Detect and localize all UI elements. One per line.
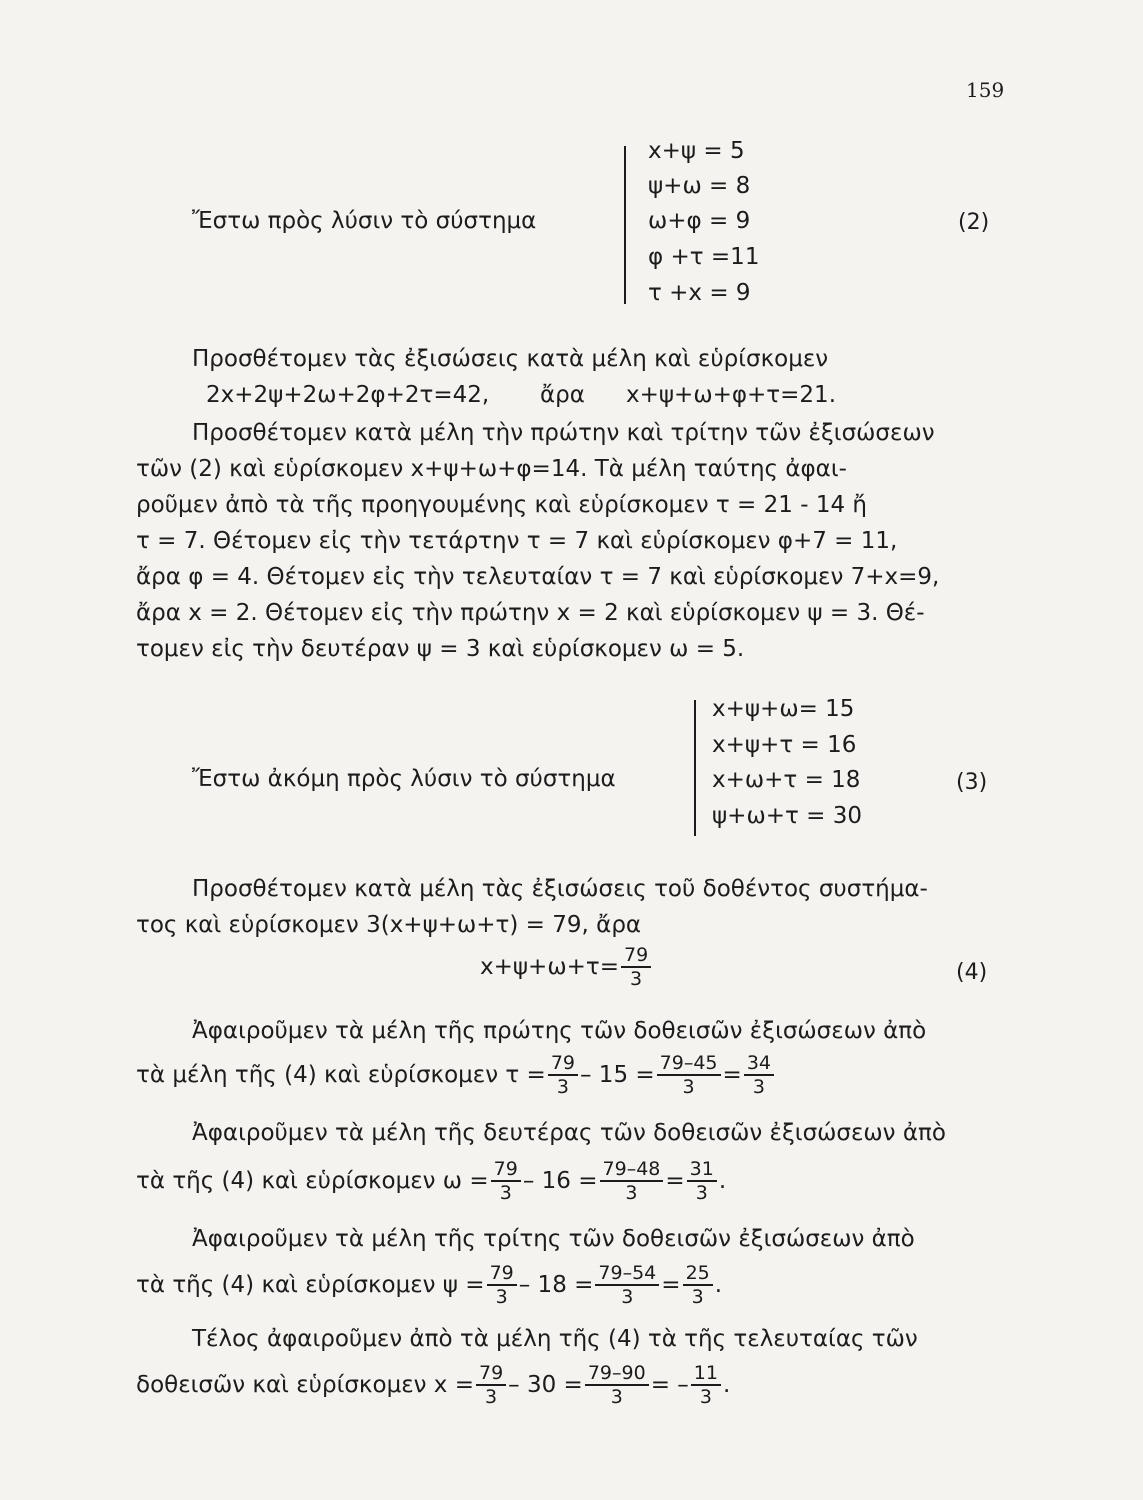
para2-line7: τομεν εἰς τὴν δευτέραν ψ = 3 καὶ εὑρίσκομεν ω = 5. bbox=[136, 636, 745, 662]
para2-line1: Προσθέτομεν κατὰ μέλη τὴν πρώτην καὶ τρίτην τῶν ἐξισώσεων bbox=[192, 420, 935, 446]
page-number: 159 bbox=[966, 78, 1005, 102]
system2-eq-1: x+ψ+ω= 15 bbox=[712, 696, 855, 722]
para3-line1: Προσθέτομεν κατὰ μέλη τὰς ἐξισώσεις τοῦ δοθέντος συστήμα- bbox=[192, 876, 928, 902]
fraction-numerator: 79 bbox=[476, 1362, 506, 1386]
step-omega-line1: Ἀφαιροῦμεν τὰ μέλη τῆς δευτέρας τῶν δοθεισῶν ἐξισώσεων ἀπὸ bbox=[192, 1120, 946, 1146]
step-x-line2 bbox=[136, 1362, 730, 1408]
step-x-mid: – 30 = bbox=[508, 1372, 583, 1398]
fraction-numerator: 79–48 bbox=[600, 1158, 664, 1182]
equation-4 bbox=[480, 944, 653, 990]
step-x-frac2 bbox=[585, 1362, 649, 1408]
fraction-numerator: 79–45 bbox=[657, 1052, 721, 1076]
step-psi-eq: = bbox=[661, 1272, 681, 1298]
fraction-numerator: 34 bbox=[744, 1052, 774, 1076]
para2-line4: τ = 7. Θέτομεν εἰς τὴν τετάρτην τ = 7 καὶ εὑρίσκομεν φ+7 = 11, bbox=[136, 528, 898, 554]
fraction-numerator: 25 bbox=[683, 1262, 713, 1286]
step-omega-frac1 bbox=[491, 1158, 521, 1204]
system2-brace bbox=[694, 700, 696, 836]
step-omega-frac3 bbox=[687, 1158, 717, 1204]
fraction-denominator: 3 bbox=[691, 1286, 704, 1308]
step-tau-line1: Ἀφαιροῦμεν τὰ μέλη τῆς πρώτης τῶν δοθεισῶν ἐξισώσεων ἀπὸ bbox=[192, 1018, 927, 1044]
step-x-end: . bbox=[722, 1372, 731, 1398]
equation-4-label: (4) bbox=[956, 960, 988, 985]
system1-brace bbox=[624, 146, 626, 304]
step-tau-frac2 bbox=[657, 1052, 721, 1098]
text1-ara: ἄρα bbox=[540, 382, 585, 408]
step-omega-end: . bbox=[718, 1168, 727, 1194]
system1-intro: Ἔστω πρὸς λύσιν τὸ σύστημα bbox=[192, 208, 537, 234]
fraction-numerator: 79–90 bbox=[585, 1362, 649, 1386]
step-omega-frac2 bbox=[600, 1158, 664, 1204]
system2-label: (3) bbox=[956, 770, 988, 795]
fraction-denominator: 3 bbox=[682, 1076, 695, 1098]
step-tau-mid: – 15 = bbox=[580, 1062, 655, 1088]
step-x-text: δοθεισῶν καὶ εὑρίσκομεν x = bbox=[136, 1372, 474, 1398]
step-psi-end: . bbox=[714, 1272, 723, 1298]
fraction-numerator: 79 bbox=[487, 1262, 517, 1286]
fraction-denominator: 3 bbox=[695, 1182, 708, 1204]
para3-line2: τος καὶ εὑρίσκομεν 3(x+ψ+ω+τ) = 79, ἄρα bbox=[136, 912, 642, 938]
fraction-denominator: 3 bbox=[495, 1286, 508, 1308]
step-psi-mid: – 18 = bbox=[518, 1272, 594, 1298]
fraction-numerator: 11 bbox=[691, 1362, 721, 1386]
text1-total: x+ψ+ω+φ+τ=21. bbox=[626, 382, 836, 408]
equation-4-fraction bbox=[621, 944, 651, 990]
system2-eq-4: ψ+ω+τ = 30 bbox=[712, 803, 862, 829]
fraction-denominator: 3 bbox=[630, 968, 643, 990]
step-x-frac3 bbox=[691, 1362, 721, 1408]
fraction-denominator: 3 bbox=[621, 1286, 634, 1308]
step-psi-frac1 bbox=[487, 1262, 517, 1308]
para2-line2: τῶν (2) καὶ εὑρίσκομεν x+ψ+ω+φ=14. Τὰ μέλη ταύτης ἀφαι- bbox=[136, 456, 847, 482]
fraction-denominator: 3 bbox=[499, 1182, 512, 1204]
equation-4-lhs: x+ψ+ω+τ= bbox=[480, 954, 619, 980]
step-tau-frac3 bbox=[744, 1052, 774, 1098]
step-omega-eq: = bbox=[665, 1168, 685, 1194]
fraction-denominator: 3 bbox=[485, 1386, 498, 1408]
step-x-eq: = – bbox=[650, 1372, 689, 1398]
para2-line5: ἄρα φ = 4. Θέτομεν εἰς τὴν τελευταίαν τ = 7 καὶ εὑρίσκομεν 7+x=9, bbox=[136, 564, 940, 590]
text1-line1: Προσθέτομεν τὰς ἐξισώσεις κατὰ μέλη καὶ εὑρίσκομεν bbox=[192, 346, 829, 372]
fraction-denominator: 3 bbox=[610, 1386, 623, 1408]
para2-line6: ἄρα x = 2. Θέτομεν εἰς τὴν πρώτην x = 2 καὶ εὑρίσκομεν ψ = 3. Θέ- bbox=[136, 600, 925, 626]
step-omega-line2 bbox=[136, 1158, 726, 1204]
fraction-numerator: 79–54 bbox=[595, 1262, 659, 1286]
step-psi-line1: Ἀφαιροῦμεν τὰ μέλη τῆς τρίτης τῶν δοθεισῶν ἐξισώσεων ἀπὸ bbox=[192, 1226, 915, 1252]
step-tau-line2 bbox=[136, 1052, 776, 1098]
step-psi-text: τὰ τῆς (4) καὶ εὑρίσκομεν ψ = bbox=[136, 1272, 485, 1298]
fraction-denominator: 3 bbox=[625, 1182, 638, 1204]
step-psi-line2 bbox=[136, 1262, 722, 1308]
fraction-denominator: 3 bbox=[752, 1076, 765, 1098]
step-x-line1: Τέλος ἀφαιροῦμεν ἀπὸ τὰ μέλη τῆς (4) τὰ τῆς τελευταίας τῶν bbox=[192, 1326, 918, 1352]
system1-eq-1: x+ψ = 5 bbox=[648, 138, 745, 164]
system2-eq-2: x+ψ+τ = 16 bbox=[712, 732, 857, 758]
step-tau-frac1 bbox=[548, 1052, 578, 1098]
step-tau-eq: = bbox=[722, 1062, 742, 1088]
fraction-denominator: 3 bbox=[699, 1386, 712, 1408]
fraction-numerator: 79 bbox=[621, 944, 651, 968]
step-omega-mid: – 16 = bbox=[522, 1168, 598, 1194]
system1-eq-5: τ +x = 9 bbox=[648, 280, 751, 306]
step-psi-frac2 bbox=[595, 1262, 659, 1308]
system2-intro: Ἔστω ἀκόμη πρὸς λύσιν τὸ σύστημα bbox=[192, 766, 616, 792]
step-x-frac1 bbox=[476, 1362, 506, 1408]
step-omega-text: τὰ τῆς (4) καὶ εὑρίσκομεν ω = bbox=[136, 1168, 489, 1194]
system1-eq-2: ψ+ω = 8 bbox=[648, 173, 751, 199]
text1-sum: 2x+2ψ+2ω+2φ+2τ=42, bbox=[206, 382, 490, 408]
step-psi-frac3 bbox=[683, 1262, 713, 1308]
system1-eq-3: ω+φ = 9 bbox=[648, 208, 751, 234]
system2-eq-3: x+ω+τ = 18 bbox=[712, 767, 861, 793]
step-tau-text: τὰ μέλη τῆς (4) καὶ εὑρίσκομεν τ = bbox=[136, 1062, 546, 1088]
fraction-numerator: 79 bbox=[548, 1052, 578, 1076]
fraction-numerator: 79 bbox=[491, 1158, 521, 1182]
system1-eq-4: φ +τ =11 bbox=[648, 244, 760, 270]
fraction-denominator: 3 bbox=[556, 1076, 569, 1098]
para2-line3: ροῦμεν ἀπὸ τὰ τῆς προηγουμένης καὶ εὑρίσκομεν τ = 21 - 14 ἤ bbox=[136, 492, 867, 518]
system1-label: (2) bbox=[958, 210, 990, 235]
fraction-numerator: 31 bbox=[687, 1158, 717, 1182]
